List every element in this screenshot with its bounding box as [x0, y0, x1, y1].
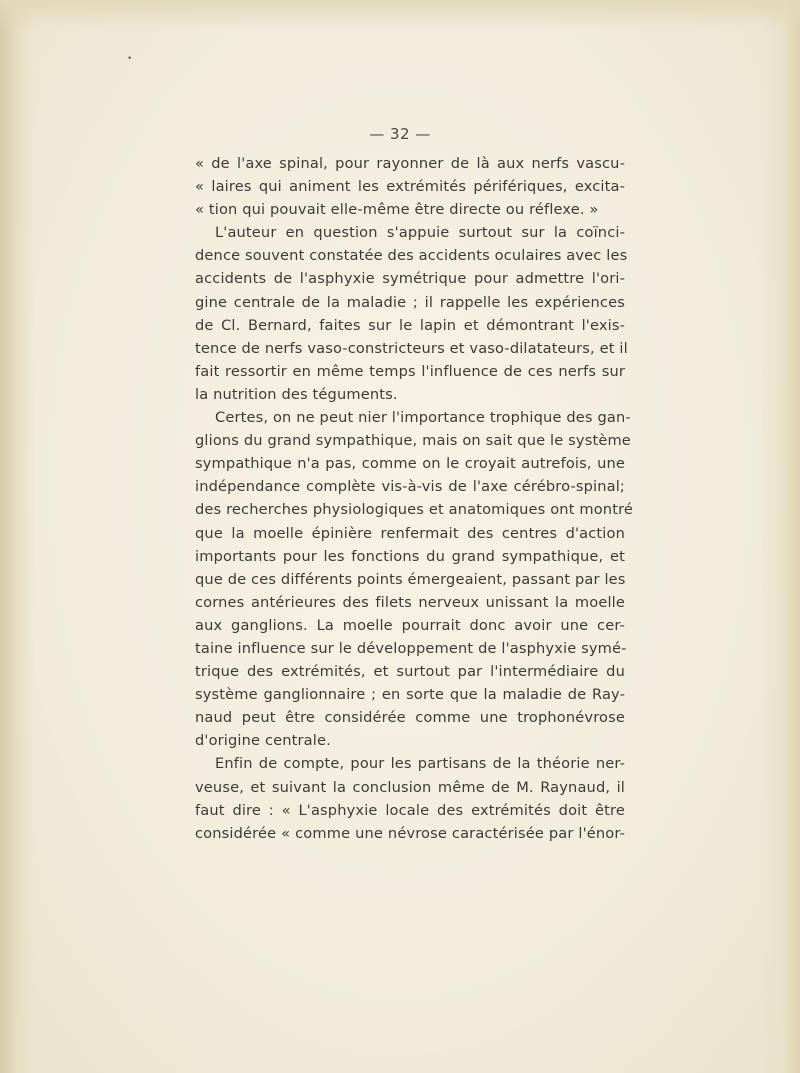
text-line: aux ganglions. La moelle pourrait donc avoir une cer- — [195, 616, 625, 634]
text-line: indépendance complète vis-à-vis de l'axe cérébro-spinal; — [195, 478, 625, 496]
page-edge-shadow-right — [760, 0, 800, 1073]
text-line: Certes, on ne peut nier l'importance trophique des gan- — [215, 409, 631, 427]
text-line: dence souvent constatée des accidents oculaires avec les — [195, 247, 628, 265]
text-line: L'auteur en question s'appuie surtout sur la coïnci- — [215, 224, 625, 242]
text-line: « de l'axe spinal, pour rayonner de là aux nerfs vascu- — [195, 155, 625, 172]
text-line: gine centrale de la maladie ; il rappelle les expériences — [195, 293, 625, 311]
text-line: la nutrition des téguments. — [195, 385, 398, 403]
text-line: système ganglionnaire ; en sorte que la maladie de Ray- — [195, 686, 625, 704]
text-line: que la moelle épinière renfermait des centres d'action — [195, 524, 625, 542]
page-edge-shadow-left — [0, 0, 34, 1073]
text-line: glions du grand sympathique, mais on sait que le système — [195, 432, 631, 450]
text-line: considérée « comme une névrose caractérisée par l'énor- — [195, 824, 625, 842]
text-line: faut dire : « L'asphyxie locale des extrémités doit être — [195, 801, 625, 819]
text-line: que de ces différents points émergeaient, passant par les — [195, 570, 626, 588]
text-line: accidents de l'asphyxie symétrique pour admettre l'ori- — [195, 270, 625, 288]
page-edge-shadow-top — [0, 0, 800, 30]
text-line: cornes antérieures des filets nerveux unissant la moelle — [195, 593, 625, 611]
text-line: taine influence sur le développement de l'asphyxie symé- — [195, 639, 627, 657]
text-line: « tion qui pouvait elle-même être directe ou réflexe. » — [195, 201, 599, 219]
text-line: importants pour les fonctions du grand sympathique, et — [195, 547, 625, 565]
text-line: des recherches physiologiques et anatomiques ont montré — [195, 501, 634, 519]
text-line: Enfin de compte, pour les partisans de la théorie ner- — [215, 755, 625, 773]
text-line: de Cl. Bernard, faites sur le lapin et démontrant l'exis- — [195, 316, 625, 334]
text-line: sympathique n'a pas, comme on le croyait autrefois, une — [195, 455, 625, 473]
ink-speck: • — [127, 54, 133, 64]
body-text — [195, 152, 634, 845]
page-number: — 32 — — [369, 125, 431, 143]
text-line: d'origine centrale. — [195, 732, 331, 750]
text-line: fait ressortir en même temps l'influence de ces nerfs sur — [195, 362, 625, 380]
text-line: « laires qui animent les extrémités périfériques, excita- — [195, 178, 625, 196]
text-line: naud peut être considérée comme une trophonévrose — [195, 709, 625, 727]
text-line: trique des extrémités, et surtout par l'intermédiaire du — [195, 663, 625, 681]
text-line: veuse, et suivant la conclusion même de M. Raynaud, il — [195, 778, 625, 796]
text-line: tence de nerfs vaso-constricteurs et vaso-dilatateurs, et il — [195, 339, 628, 357]
